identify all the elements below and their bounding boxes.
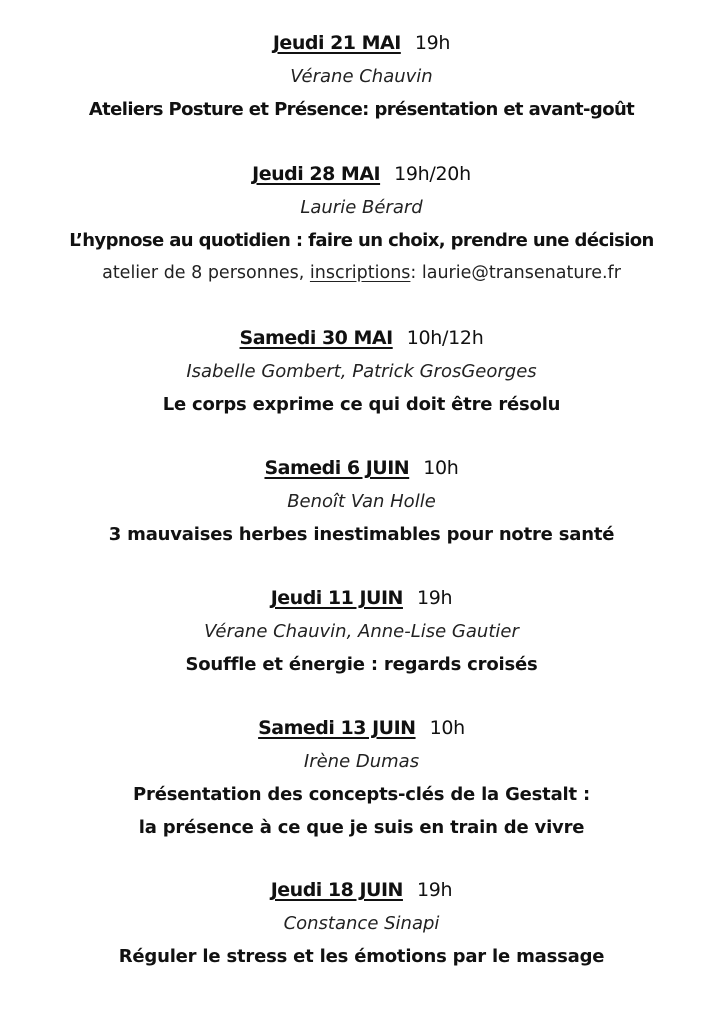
event-speaker: Laurie Bérard [300, 197, 423, 218]
event-date: Jeudi 21 MAI [272, 32, 401, 54]
event-date: Samedi 6 JUIN [264, 457, 410, 479]
event-time: 10h/12h [406, 327, 484, 349]
event-7 [0, 874, 723, 973]
note-email: : laurie@transenature.fr [410, 263, 621, 283]
event-date: Jeudi 28 MAI [252, 163, 381, 185]
event-speaker: Constance Sinapi [283, 913, 440, 934]
note-prefix: atelier de 8 personnes, [102, 263, 310, 283]
event-date: Jeudi 18 JUIN [270, 879, 403, 901]
event-speaker: Irène Dumas [303, 751, 420, 772]
event-6 [0, 712, 723, 844]
event-title: Souffle et énergie : regards croisés [185, 654, 538, 675]
event-title: 3 mauvaises herbes inestimables pour notre santé [108, 524, 615, 545]
event-time: 19h [416, 587, 453, 609]
event-date-line [0, 874, 723, 907]
event-4 [0, 452, 723, 551]
event-title-line-2: la présence à ce que je suis en train de vivre [138, 817, 585, 838]
event-title: Le corps exprime ce qui doit être résolu [162, 394, 561, 415]
event-date-line [0, 582, 723, 615]
event-time: 19h/20h [394, 163, 471, 185]
event-1 [0, 27, 723, 126]
event-time: 10h [423, 457, 459, 479]
event-2 [0, 158, 723, 290]
event-date-line [0, 322, 723, 355]
event-speaker: Vérane Chauvin, Anne-Lise Gautier [204, 621, 519, 642]
event-speaker: Vérane Chauvin [290, 66, 433, 87]
event-date-line [0, 158, 723, 191]
event-registration-note [0, 257, 723, 290]
event-speaker: Isabelle Gombert, Patrick GrosGeorges [186, 361, 537, 382]
event-title: L’hypnose au quotidien : faire un choix, prendre une décision [69, 230, 654, 251]
event-time: 10h [429, 717, 465, 739]
event-time: 19h [416, 879, 453, 901]
event-time: 19h [414, 32, 451, 54]
event-date: Samedi 30 MAI [239, 327, 393, 349]
event-date-line [0, 452, 723, 485]
event-date: Samedi 13 JUIN [258, 717, 416, 739]
registration-link[interactable]: inscriptions [309, 263, 411, 283]
event-date: Jeudi 11 JUIN [270, 587, 403, 609]
event-date-line [0, 712, 723, 745]
event-3 [0, 322, 723, 421]
event-date-line [0, 27, 723, 60]
event-5 [0, 582, 723, 681]
event-title: Réguler le stress et les émotions par le massage [118, 946, 605, 967]
event-title: Présentation des concepts-clés de la Gestalt : [133, 784, 590, 805]
event-speaker: Benoît Van Holle [287, 491, 436, 512]
event-title: Ateliers Posture et Présence: présentation et avant-goût [88, 99, 635, 120]
